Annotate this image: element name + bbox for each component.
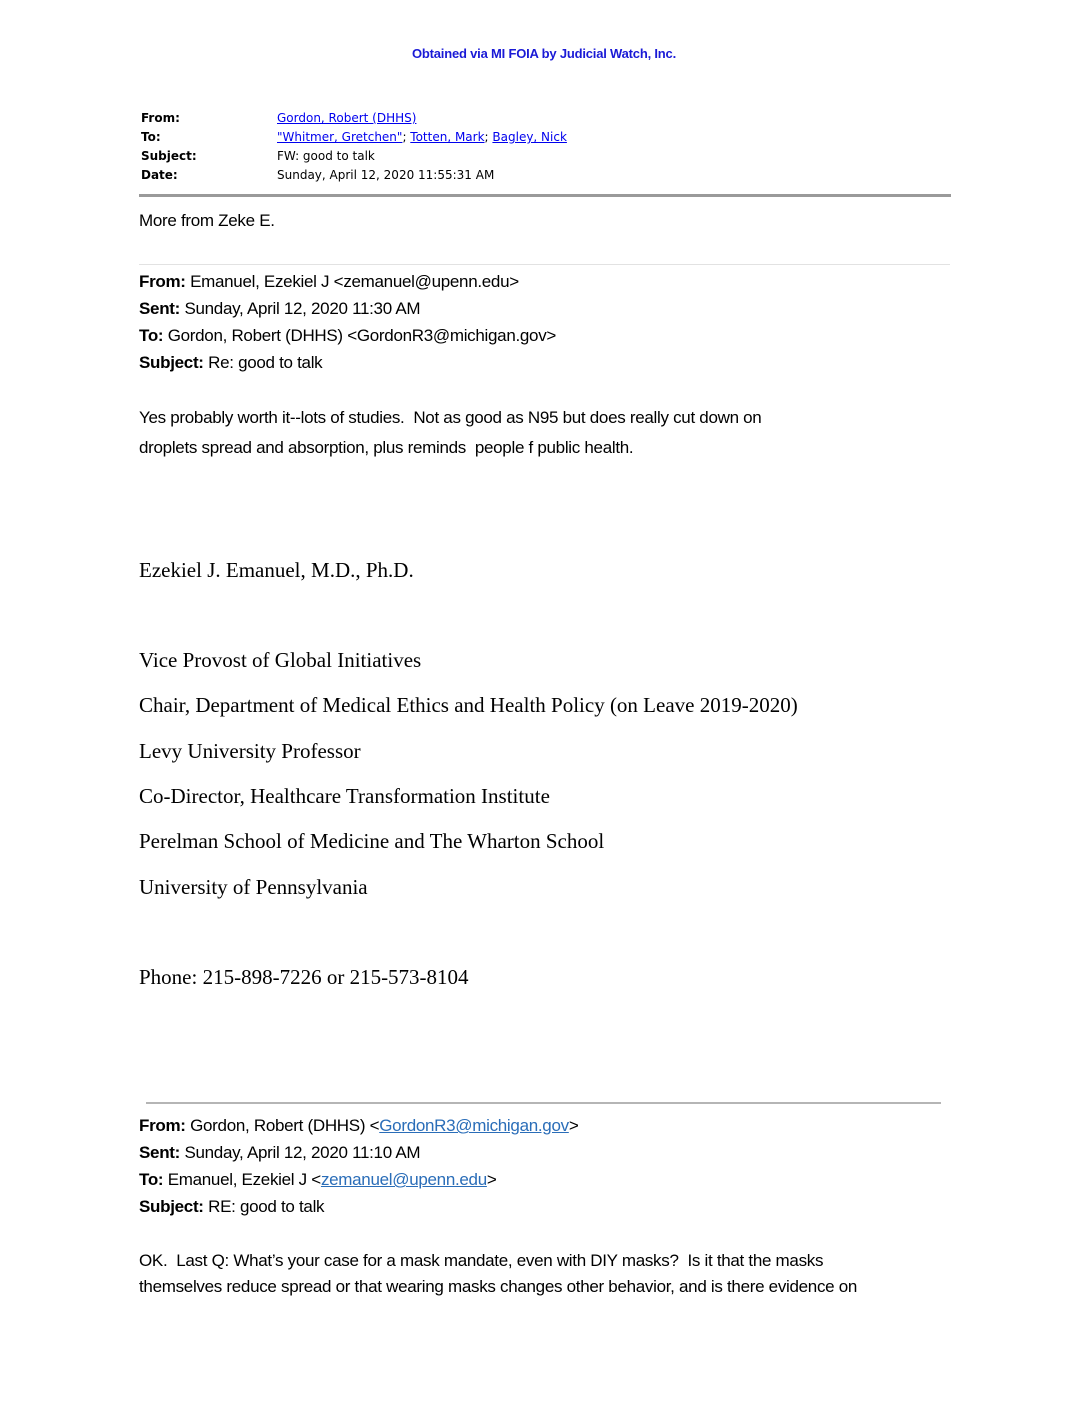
message2-from-label: From: [139,1116,186,1135]
message2-header [139,1112,578,1220]
header-date-value: Sunday, April 12, 2020 11:55:31 AM [277,168,495,182]
header-from-link[interactable]: Gordon, Robert (DHHS) [277,111,417,125]
signature-title: Perelman School of Medicine and The Wharton School [139,829,605,853]
quoted-message-divider [146,1102,941,1104]
message2-sent [139,1139,578,1166]
message1-sent-value: Sunday, April 12, 2020 11:30 AM [180,299,421,318]
message1-from-label: From: [139,272,186,291]
message2-from-email-link[interactable]: GordonR3@michigan.gov [379,1116,569,1135]
body-line: themselves reduce spread or that wearing masks changes other behavior, and is there evidence on [139,1277,858,1296]
message2-to-label: To: [139,1170,164,1189]
recipient-separator: ; [484,130,493,144]
header-date-row [141,166,567,185]
email-header [141,109,567,185]
message2-sent-label: Sent: [139,1143,181,1162]
message2-subject [139,1193,578,1220]
header-to-recipient-link[interactable]: "Whitmer, Gretchen" [277,130,403,144]
message1-to-value: Gordon, Robert (DHHS) <GordonR3@michigan.gov> [163,326,557,345]
header-subject-value: FW: good to talk [277,149,375,163]
message1-from [139,268,556,295]
signature-title: Vice Provost of Global Initiatives [139,648,422,672]
header-subject-label: Subject: [141,149,197,163]
header-from-label: From: [141,111,180,125]
header-subject-row [141,147,567,166]
message2-sent-value: Sunday, April 12, 2020 11:10 AM [180,1143,421,1162]
message2-from-name: Gordon, Robert (DHHS) < [185,1116,380,1135]
message1-sent [139,295,556,322]
body-line: droplets spread and absorption, plus reminds people f public health. [139,438,634,457]
header-from-row [141,109,567,128]
message1-subject [139,349,556,376]
message2-body [139,1248,959,1300]
message2-to-close: > [486,1170,497,1189]
message2-to [139,1166,578,1193]
header-to-row [141,128,567,147]
message2-from [139,1112,578,1139]
signature-title: University of Pennsylvania [139,875,368,899]
body-line: OK. Last Q: What’s your case for a mask mandate, even with DIY masks? Is it that the masks [139,1251,824,1270]
message2-to-name: Emanuel, Ezekiel J < [163,1170,321,1189]
message1-subject-label: Subject: [139,353,204,372]
message1-sent-label: Sent: [139,299,181,318]
message2-subject-label: Subject: [139,1197,204,1216]
message1-to-label: To: [139,326,164,345]
signature-name: Ezekiel J. Emanuel, M.D., Ph.D. [139,558,414,582]
message2-to-email-link[interactable]: zemanuel@upenn.edu [320,1170,487,1189]
message1-subject-value: Re: good to talk [203,353,323,372]
message1-body [139,403,899,463]
header-date-label: Date: [141,168,178,182]
signature-phone: Phone: 215-898-7226 or 215-573-8104 [139,965,469,989]
header-to-recipient-link[interactable]: Bagley, Nick [492,130,567,144]
header-to-recipient-link[interactable]: Totten, Mark [410,130,485,144]
header-divider [139,194,951,197]
signature-title: Co-Director, Healthcare Transformation Institute [139,784,550,808]
foia-watermark: Obtained via MI FOIA by Judicial Watch, Inc. [411,46,676,61]
message-divider [139,264,950,265]
header-to-label: To: [141,130,161,144]
signature-title: Levy University Professor [139,739,361,763]
message1-to [139,322,556,349]
message1-header [139,268,556,376]
message2-subject-value: RE: good to talk [203,1197,325,1216]
message1-from-value: Emanuel, Ezekiel J <zemanuel@upenn.edu> [185,272,519,291]
body-line: Yes probably worth it--lots of studies. Not as good as N95 but does really cut down on [139,408,762,427]
message2-from-close: > [568,1116,579,1135]
intro-text: More from Zeke E. [139,211,275,230]
signature-title: Chair, Department of Medical Ethics and Health Policy (on Leave 2019-2020) [139,693,798,717]
recipient-separator: ; [402,130,411,144]
